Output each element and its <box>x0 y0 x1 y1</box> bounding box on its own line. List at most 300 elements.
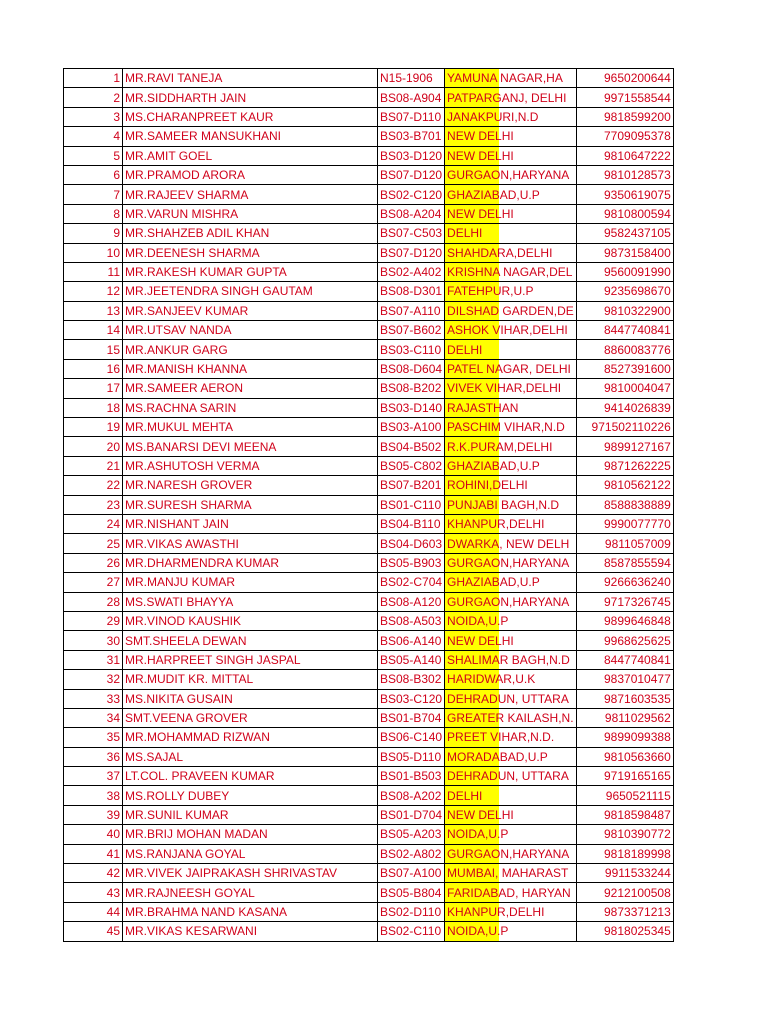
name-cell: MR.VARUN MISHRA <box>123 204 378 223</box>
serial-number-cell: 6 <box>64 165 123 184</box>
unit-code-cell: BS07-A110 <box>378 301 445 320</box>
name-cell: MS.NIKITA GUSAIN <box>123 689 378 708</box>
city-cell <box>445 689 577 708</box>
city-text: ROHINI,DELHI <box>447 478 528 493</box>
serial-number-cell: 36 <box>64 747 123 766</box>
city-cell <box>445 553 577 572</box>
name-cell: MR.VIKAS AWASTHI <box>123 534 378 553</box>
unit-code-cell: BS08-A904 <box>378 88 445 107</box>
serial-number-cell: 9 <box>64 224 123 243</box>
city-cell <box>445 495 577 514</box>
name-cell: MR.NARESH GROVER <box>123 476 378 495</box>
table-row <box>64 379 674 398</box>
table-row <box>64 282 674 301</box>
table-row <box>64 146 674 165</box>
table-row <box>64 127 674 146</box>
serial-number-cell: 18 <box>64 398 123 417</box>
city-cell <box>445 825 577 844</box>
name-cell: MR.VIKAS KESARWANI <box>123 922 378 941</box>
serial-number-cell: 26 <box>64 553 123 572</box>
serial-number-cell: 33 <box>64 689 123 708</box>
table-row <box>64 398 674 417</box>
phone-cell: 9818599200 <box>576 107 673 126</box>
name-cell: MR.SUNIL KUMAR <box>123 805 378 824</box>
table-row <box>64 476 674 495</box>
member-table <box>63 68 674 942</box>
phone-cell: 9811029562 <box>576 708 673 727</box>
city-text: DELHI <box>447 342 483 357</box>
phone-cell: 9719165165 <box>576 767 673 786</box>
table-row <box>64 670 674 689</box>
table-body <box>64 69 674 942</box>
unit-code-cell: BS08-A204 <box>378 204 445 223</box>
table-row <box>64 301 674 320</box>
table-row <box>64 359 674 378</box>
city-cell <box>445 262 577 281</box>
city-text: YAMUNA NAGAR,HA <box>447 71 563 86</box>
unit-code-cell: BS05-B804 <box>378 883 445 902</box>
name-cell: MR.SIDDHARTH JAIN <box>123 88 378 107</box>
phone-cell: 9235698670 <box>576 282 673 301</box>
unit-code-cell: N15-1906 <box>378 69 445 88</box>
name-cell: MR.NISHANT JAIN <box>123 514 378 533</box>
table-row <box>64 708 674 727</box>
city-cell <box>445 379 577 398</box>
phone-cell: 9818598487 <box>576 805 673 824</box>
unit-code-cell: BS06-A140 <box>378 631 445 650</box>
city-cell <box>445 204 577 223</box>
unit-code-cell: BS03-C120 <box>378 689 445 708</box>
table-row <box>64 883 674 902</box>
name-cell: MS.ROLLY DUBEY <box>123 786 378 805</box>
serial-number-cell: 24 <box>64 514 123 533</box>
phone-cell: 9414026839 <box>576 398 673 417</box>
unit-code-cell: BS04-D603 <box>378 534 445 553</box>
city-cell <box>445 883 577 902</box>
name-cell: MR.RAVI TANEJA <box>123 69 378 88</box>
name-cell: MR.ANKUR GARG <box>123 340 378 359</box>
unit-code-cell: BS02-D110 <box>378 902 445 921</box>
phone-cell: 9810647222 <box>576 146 673 165</box>
serial-number-cell: 35 <box>64 728 123 747</box>
name-cell: MR.UTSAV NANDA <box>123 321 378 340</box>
city-text: FARIDABAD, HARYAN <box>447 885 571 900</box>
serial-number-cell: 15 <box>64 340 123 359</box>
table-row <box>64 321 674 340</box>
serial-number-cell: 25 <box>64 534 123 553</box>
phone-cell: 9971558544 <box>576 88 673 107</box>
serial-number-cell: 41 <box>64 844 123 863</box>
table-row <box>64 495 674 514</box>
phone-cell: 9266636240 <box>576 573 673 592</box>
phone-cell: 8587855594 <box>576 553 673 572</box>
unit-code-cell: BS04-B110 <box>378 514 445 533</box>
city-cell <box>445 359 577 378</box>
city-cell <box>445 282 577 301</box>
name-cell: MR.DEENESH SHARMA <box>123 243 378 262</box>
unit-code-cell: BS01-B503 <box>378 767 445 786</box>
phone-cell: 9810004047 <box>576 379 673 398</box>
name-cell: MR.SURESH SHARMA <box>123 495 378 514</box>
serial-number-cell: 2 <box>64 88 123 107</box>
phone-cell: 9810322900 <box>576 301 673 320</box>
city-text: NEW DELHI <box>447 148 514 163</box>
city-cell <box>445 514 577 533</box>
serial-number-cell: 29 <box>64 611 123 630</box>
city-cell <box>445 107 577 126</box>
table-row <box>64 224 674 243</box>
serial-number-cell: 20 <box>64 437 123 456</box>
serial-number-cell: 3 <box>64 107 123 126</box>
phone-cell: 9899127167 <box>576 437 673 456</box>
table-row <box>64 805 674 824</box>
city-cell <box>445 185 577 204</box>
city-text: GURGAON,HARYANA <box>447 594 570 609</box>
name-cell: MR.MANISH KHANNA <box>123 359 378 378</box>
name-cell: MR.MUDIT KR. MITTAL <box>123 670 378 689</box>
table-row <box>64 631 674 650</box>
city-cell <box>445 767 577 786</box>
name-cell: MR.RAJEEV SHARMA <box>123 185 378 204</box>
table-row <box>64 456 674 475</box>
phone-cell: 8860083776 <box>576 340 673 359</box>
city-cell <box>445 243 577 262</box>
name-cell: MR.SANJEEV KUMAR <box>123 301 378 320</box>
table-row <box>64 767 674 786</box>
serial-number-cell: 43 <box>64 883 123 902</box>
city-text: GURGAON,HARYANA <box>447 168 570 183</box>
city-text: SHALIMAR BAGH,N.D <box>447 652 570 667</box>
table-row <box>64 534 674 553</box>
serial-number-cell: 23 <box>64 495 123 514</box>
table-row <box>64 844 674 863</box>
phone-cell: 9717326745 <box>576 592 673 611</box>
city-cell <box>445 708 577 727</box>
unit-code-cell: BS07-D120 <box>378 243 445 262</box>
serial-number-cell: 42 <box>64 864 123 883</box>
name-cell: SMT.VEENA GROVER <box>123 708 378 727</box>
city-cell <box>445 573 577 592</box>
unit-code-cell: BS04-B502 <box>378 437 445 456</box>
unit-code-cell: BS06-C140 <box>378 728 445 747</box>
name-cell: MR.BRIJ MOHAN MADAN <box>123 825 378 844</box>
phone-cell: 9871603535 <box>576 689 673 708</box>
phone-cell: 9990077770 <box>576 514 673 533</box>
city-cell <box>445 650 577 669</box>
unit-code-cell: BS01-D704 <box>378 805 445 824</box>
phone-cell: 9899099388 <box>576 728 673 747</box>
city-text: DELHI <box>447 788 483 803</box>
phone-cell: 7709095378 <box>576 127 673 146</box>
city-text: ASHOK VIHAR,DELHI <box>447 323 568 338</box>
unit-code-cell: BS08-B302 <box>378 670 445 689</box>
serial-number-cell: 14 <box>64 321 123 340</box>
name-cell: LT.COL. PRAVEEN KUMAR <box>123 767 378 786</box>
city-text: PATPARGANJ, DELHI <box>447 90 567 105</box>
serial-number-cell: 34 <box>64 708 123 727</box>
serial-number-cell: 32 <box>64 670 123 689</box>
table-row <box>64 69 674 88</box>
table-row <box>64 747 674 766</box>
name-cell: MR.DHARMENDRA KUMAR <box>123 553 378 572</box>
city-text: RAJASTHAN <box>447 400 519 415</box>
city-cell <box>445 437 577 456</box>
city-cell <box>445 670 577 689</box>
city-cell <box>445 301 577 320</box>
unit-code-cell: BS07-B602 <box>378 321 445 340</box>
unit-code-cell: BS07-C503 <box>378 224 445 243</box>
city-text: PUNJABI BAGH,N.D <box>447 497 560 512</box>
table-row <box>64 689 674 708</box>
table-row <box>64 418 674 437</box>
unit-code-cell: BS02-C120 <box>378 185 445 204</box>
table-row <box>64 243 674 262</box>
name-cell: MR.BRAHMA NAND KASANA <box>123 902 378 921</box>
city-text: MORADABAD,U.P <box>447 749 548 764</box>
serial-number-cell: 11 <box>64 262 123 281</box>
name-cell: MR.VINOD KAUSHIK <box>123 611 378 630</box>
table-row <box>64 922 674 941</box>
table-row <box>64 573 674 592</box>
city-text: GREATER KAILASH,N. <box>447 711 574 726</box>
name-cell: MR.MUKUL MEHTA <box>123 418 378 437</box>
city-cell <box>445 592 577 611</box>
serial-number-cell: 30 <box>64 631 123 650</box>
city-text: DELHI <box>447 226 483 241</box>
unit-code-cell: BS07-A100 <box>378 864 445 883</box>
city-cell <box>445 88 577 107</box>
city-text: R.K.PURAM,DELHI <box>447 439 553 454</box>
table-row <box>64 592 674 611</box>
phone-cell: 9818189998 <box>576 844 673 863</box>
name-cell: MS.BANARSI DEVI MEENA <box>123 437 378 456</box>
unit-code-cell: BS05-A203 <box>378 825 445 844</box>
unit-code-cell: BS03-B701 <box>378 127 445 146</box>
phone-cell: 8447740841 <box>576 650 673 669</box>
unit-code-cell: BS03-A100 <box>378 418 445 437</box>
phone-cell: 9810390772 <box>576 825 673 844</box>
serial-number-cell: 37 <box>64 767 123 786</box>
phone-cell: 9818025345 <box>576 922 673 941</box>
name-cell: SMT.SHEELA DEWAN <box>123 631 378 650</box>
unit-code-cell: BS01-C110 <box>378 495 445 514</box>
serial-number-cell: 45 <box>64 922 123 941</box>
phone-cell: 9810562122 <box>576 476 673 495</box>
serial-number-cell: 44 <box>64 902 123 921</box>
city-cell <box>445 340 577 359</box>
phone-cell: 9810128573 <box>576 165 673 184</box>
unit-code-cell: BS05-A140 <box>378 650 445 669</box>
city-text: DILSHAD GARDEN,DE <box>447 303 574 318</box>
city-cell <box>445 786 577 805</box>
city-text: GHAZIABAD,U.P <box>447 459 540 473</box>
city-cell <box>445 864 577 883</box>
serial-number-cell: 1 <box>64 69 123 88</box>
name-cell: MR.ASHUTOSH VERMA <box>123 456 378 475</box>
city-cell <box>445 224 577 243</box>
city-cell <box>445 922 577 941</box>
city-cell <box>445 146 577 165</box>
unit-code-cell: BS03-D140 <box>378 398 445 417</box>
serial-number-cell: 38 <box>64 786 123 805</box>
serial-number-cell: 27 <box>64 573 123 592</box>
table-row <box>64 728 674 747</box>
name-cell: MS.CHARANPREET KAUR <box>123 107 378 126</box>
table-row <box>64 437 674 456</box>
name-cell: MR.AMIT GOEL <box>123 146 378 165</box>
unit-code-cell: BS08-D604 <box>378 359 445 378</box>
city-text: GHAZIABAD,U.P <box>447 575 540 590</box>
table-row <box>64 553 674 572</box>
unit-code-cell: BS08-A202 <box>378 786 445 805</box>
name-cell: MS.SWATI BHAYYA <box>123 592 378 611</box>
phone-cell: 9650200644 <box>576 69 673 88</box>
city-text: VIVEK VIHAR,DELHI <box>447 381 562 396</box>
table-row <box>64 107 674 126</box>
phone-cell: 8527391600 <box>576 359 673 378</box>
city-text: PASCHIM VIHAR,N.D <box>447 420 565 435</box>
phone-cell: 9350619075 <box>576 185 673 204</box>
serial-number-cell: 39 <box>64 805 123 824</box>
serial-number-cell: 22 <box>64 476 123 495</box>
phone-cell: 9873158400 <box>576 243 673 262</box>
table-row <box>64 650 674 669</box>
serial-number-cell: 16 <box>64 359 123 378</box>
city-text: JANAKPURI,N.D <box>447 109 539 124</box>
unit-code-cell: BS05-D110 <box>378 747 445 766</box>
city-text: NOIDA,U.P <box>447 614 509 629</box>
name-cell: MR.MOHAMMAD RIZWAN <box>123 728 378 747</box>
unit-code-cell: BS08-B202 <box>378 379 445 398</box>
city-text: HARIDWAR,U.K <box>447 672 536 687</box>
table-row <box>64 864 674 883</box>
unit-code-cell: BS08-A503 <box>378 611 445 630</box>
serial-number-cell: 13 <box>64 301 123 320</box>
unit-code-cell: BS07-B201 <box>378 476 445 495</box>
table-row <box>64 204 674 223</box>
phone-cell: 971502110226 <box>576 418 673 437</box>
city-text: NEW DELHI <box>447 633 514 648</box>
serial-number-cell: 40 <box>64 825 123 844</box>
unit-code-cell: BS02-A802 <box>378 844 445 863</box>
name-cell: MR.RAJNEESH GOYAL <box>123 883 378 902</box>
phone-cell: 9560091990 <box>576 262 673 281</box>
phone-cell: 9582437105 <box>576 224 673 243</box>
name-cell: MR.SHAHZEB ADIL KHAN <box>123 224 378 243</box>
phone-cell: 9811057009 <box>576 534 673 553</box>
city-text: PREET VIHAR,N.D. <box>447 730 555 745</box>
serial-number-cell: 19 <box>64 418 123 437</box>
serial-number-cell: 10 <box>64 243 123 262</box>
phone-cell: 9873371213 <box>576 902 673 921</box>
unit-code-cell: BS03-C110 <box>378 340 445 359</box>
unit-code-cell: BS03-D120 <box>378 146 445 165</box>
name-cell: MS.SAJAL <box>123 747 378 766</box>
city-text: GURGAON,HARYANA <box>447 555 570 570</box>
city-text: KHANPUR,DELHI <box>447 517 545 532</box>
city-text: NOIDA,U.P <box>447 924 509 939</box>
city-cell <box>445 844 577 863</box>
city-cell <box>445 747 577 766</box>
unit-code-cell: BS02-A402 <box>378 262 445 281</box>
city-cell <box>445 321 577 340</box>
unit-code-cell: BS02-C704 <box>378 573 445 592</box>
city-text: NEW DELHI <box>447 129 514 144</box>
table-row <box>64 786 674 805</box>
city-text: FATEHPUR,U.P <box>447 284 534 299</box>
unit-code-cell: BS02-C110 <box>378 922 445 941</box>
unit-code-cell: BS08-D301 <box>378 282 445 301</box>
phone-cell: 8447740841 <box>576 321 673 340</box>
city-cell <box>445 476 577 495</box>
phone-cell: 8588838889 <box>576 495 673 514</box>
city-text: KRISHNA NAGAR,DEL <box>447 265 573 280</box>
city-text: NOIDA,U.P <box>447 827 509 842</box>
phone-cell: 9871262225 <box>576 456 673 475</box>
city-cell <box>445 534 577 553</box>
city-text: DWARKA, NEW DELH <box>447 536 570 551</box>
name-cell: MR.VIVEK JAIPRAKASH SHRIVASTAV <box>123 864 378 883</box>
city-text: SHAHDARA,DELHI <box>447 245 553 260</box>
table-row <box>64 185 674 204</box>
phone-cell: 9837010477 <box>576 670 673 689</box>
table-row <box>64 825 674 844</box>
table-row <box>64 514 674 533</box>
table-row <box>64 902 674 921</box>
city-cell <box>445 805 577 824</box>
serial-number-cell: 28 <box>64 592 123 611</box>
phone-cell: 9911533244 <box>576 864 673 883</box>
name-cell: MS.RACHNA SARIN <box>123 398 378 417</box>
unit-code-cell: BS01-B704 <box>378 708 445 727</box>
city-text: GURGAON,HARYANA <box>447 846 570 861</box>
city-text: NEW DELHI <box>447 808 514 823</box>
city-cell <box>445 69 577 88</box>
city-cell <box>445 398 577 417</box>
serial-number-cell: 4 <box>64 127 123 146</box>
name-cell: MR.HARPREET SINGH JASPAL <box>123 650 378 669</box>
table-row <box>64 611 674 630</box>
serial-number-cell: 8 <box>64 204 123 223</box>
city-cell <box>445 728 577 747</box>
city-text: GHAZIABAD,U.P <box>447 187 540 202</box>
serial-number-cell: 5 <box>64 146 123 165</box>
serial-number-cell: 31 <box>64 650 123 669</box>
city-cell <box>445 165 577 184</box>
city-text: MUMBAI, MAHARAST <box>447 866 569 881</box>
city-cell <box>445 127 577 146</box>
unit-code-cell: BS05-B903 <box>378 553 445 572</box>
unit-code-cell: BS07-D110 <box>378 107 445 126</box>
phone-cell: 9212100508 <box>576 883 673 902</box>
name-cell: MR.SAMEER AERON <box>123 379 378 398</box>
city-text: DEHRADUN, UTTARA <box>447 691 569 706</box>
city-cell <box>445 902 577 921</box>
name-cell: MR.SAMEER MANSUKHANI <box>123 127 378 146</box>
table-row <box>64 165 674 184</box>
serial-number-cell: 17 <box>64 379 123 398</box>
phone-cell: 9899646848 <box>576 611 673 630</box>
name-cell: MS.RANJANA GOYAL <box>123 844 378 863</box>
phone-cell: 9968625625 <box>576 631 673 650</box>
unit-code-cell: BS07-D120 <box>378 165 445 184</box>
unit-code-cell: BS05-C802 <box>378 456 445 475</box>
city-cell <box>445 456 577 475</box>
serial-number-cell: 21 <box>64 456 123 475</box>
city-cell <box>445 418 577 437</box>
table-row <box>64 340 674 359</box>
table-row <box>64 88 674 107</box>
